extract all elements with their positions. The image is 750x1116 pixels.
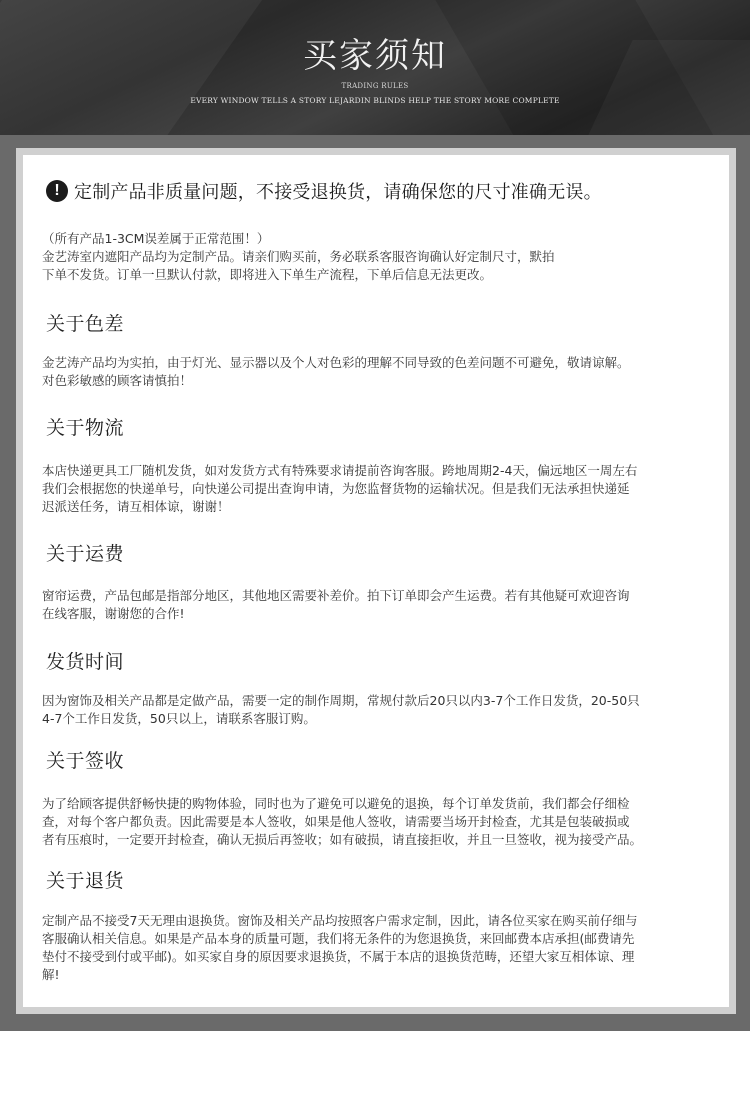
section-line: 我们会根据您的快递单号，向快递公司提出查询申请，为您监督货物的运输状况。但是我们无法承担快递延 (42, 481, 630, 496)
section-heading-logistics: 关于物流 (46, 417, 125, 439)
notice-line: （所有产品1-3CM误差属于正常范围！） (42, 231, 270, 246)
notice-line: 下单不发货。订单一旦默认付款，即将进入下单生产流程，下单后信息无法更改。 (42, 267, 493, 282)
section-line: 金艺涛产品均为实拍，由于灯光、显示器以及个人对色彩的理解不同导致的色差问题不可避免，敬请谅解。 (42, 355, 630, 370)
section-line: 迟派送任务，请互相体谅，谢谢！ (42, 499, 230, 514)
section-line: 客服确认相关信息。如果是产品本身的质量可题，我们将无条件的为您退换货，来回邮费本店承担(邮费请先 (42, 931, 635, 946)
section-text-signing (42, 795, 710, 849)
section-line: 解! (42, 967, 60, 982)
section-line: 因为窗饰及相关产品都是定做产品，需要一定的制作周期，常规付款后20只以内3-7个工作日发货，20-50只 (42, 693, 640, 708)
section-line: 4-7个工作日发货，50只以上，请联系客服订购。 (42, 711, 316, 726)
section-heading-returns: 关于退货 (46, 870, 125, 892)
section-line: 本店快递更具工厂随机发货，如对发货方式有特殊要求请提前咨询客服。跨地周期2-4天，偏远地区一周左右 (42, 463, 638, 478)
section-line: 垫付不接受到付或平邮)。如买家自身的原因要求退换货，不属于本店的退换货范畴，还望大家互相体谅、理 (42, 949, 635, 964)
section-text-delivery-time (42, 692, 710, 728)
section-heading-signing: 关于签收 (46, 750, 125, 772)
section-line: 为了给顾客提供舒畅快捷的购物体验，同时也为了避免可以避免的退换，每个订单发货前，我们都会仔细检 (42, 796, 630, 811)
notice-title-row (46, 178, 602, 204)
section-line: 者有压痕时，一定要开封检查，确认无损后再签收；如有破损，请直接拒收，并且一旦签收，视为接受产品。 (42, 832, 643, 847)
exclamation-icon: ! (46, 180, 68, 202)
page-tagline: EVERY WINDOW TELLS A STORY LEJARDIN BLINDS HELP THE STORY MORE COMPLETE (190, 96, 560, 105)
notice-line: 金艺涛室内遮阳产品均为定制产品。请亲们购买前，务必联系客服咨询确认好定制尺寸，默拍 (42, 249, 555, 264)
page-title: 买家须知 (303, 36, 447, 76)
section-text-shipping-fee (42, 587, 710, 623)
section-heading-shipping-fee: 关于运费 (46, 543, 125, 565)
section-line: 查，对每个客户都负责。因此需要是本人签收，如果是他人签收，请需要当场开封检查，尤其是包装破损或 (42, 814, 630, 829)
notice-text (42, 230, 710, 284)
section-text-logistics (42, 462, 710, 516)
section-line: 定制产品不接受7天无理由退换货。窗饰及相关产品均按照客户需求定制，因此，请各位买家在购买前仔细与 (42, 913, 638, 928)
header-banner (0, 0, 750, 135)
section-line: 窗帘运费，产品包邮是指部分地区，其他地区需要补差价。拍下订单即会产生运费。若有其他疑可欢迎咨询 (42, 588, 630, 603)
section-heading-color-difference: 关于色差 (46, 313, 125, 335)
section-heading-delivery-time: 发货时间 (46, 651, 125, 673)
section-text-color-difference (42, 354, 710, 390)
section-line: 在线客服，谢谢您的合作! (42, 606, 185, 621)
section-line: 对色彩敏感的顾客请慎拍！ (42, 373, 193, 388)
section-text-returns (42, 912, 710, 984)
notice-title: 定制产品非质量问题，不接受退换货，请确保您的尺寸准确无误。 (74, 182, 602, 203)
page-subtitle: TRADING RULES (341, 82, 409, 90)
